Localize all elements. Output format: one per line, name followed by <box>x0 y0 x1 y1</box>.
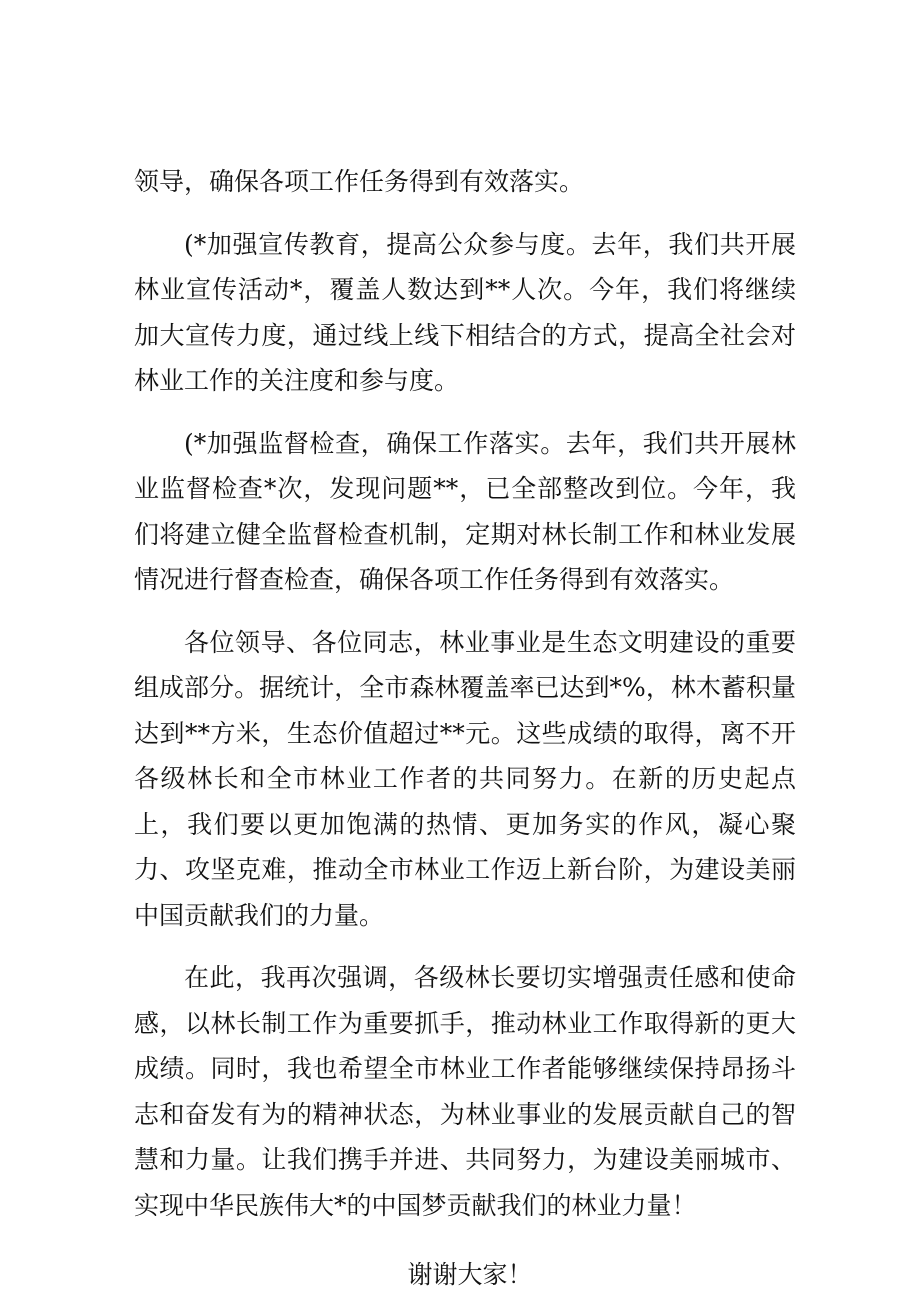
paragraph-appeal: 在此，我再次强调，各级林长要切实增强责任感和使命感，以林长制工作为重要抓手，推动林业工作取得新的更大成绩。同时，我也希望全市林业工作者能够继续保持昂扬斗志和奋发有为的精神状态，为林业事业的发展贡献自己的智慧和力量。让我们携手并进、共同努力，为建设美丽城市、实现中华民族伟大*的中国梦贡献我们的林业力量！ <box>134 963 796 1220</box>
paragraph-achievements: 各位领导、各位同志，林业事业是生态文明建设的重要组成部分。据统计，全市森林覆盖率已达到*%，林木蓄积量达到**方米，生态价值超过**元。这些成绩的取得，离不开各级林长和全市林业工作者的共同努力。在新的历史起点上，我们要以更加饱满的热情、更加务实的作风，凝心聚力、攻坚克难，推动全市林业工作迈上新台阶，为建设美丽中国贡献我们的力量。 <box>134 627 796 930</box>
paragraph-publicity-education: (*加强宣传教育，提高公众参与度。去年，我们共开展林业宣传活动*，覆盖人数达到**人次。今年，我们将继续加大宣传力度，通过线上线下相结合的方式，提高全社会对林业工作的关注度和参与度。 <box>134 229 796 395</box>
paragraph-supervision-inspection: (*加强监督检查，确保工作落实。去年，我们共开展林业监督检查*次，发现问题**，已全部整改到位。今年，我们将建立健全监督检查机制，定期对林长制工作和林业发展情况进行督查检查，确保各项工作任务得到有效落实。 <box>134 428 796 594</box>
closing-line: 谢谢大家！ <box>407 1260 533 1289</box>
document-body <box>134 159 796 1298</box>
paragraph-continuation: 领导，确保各项工作任务得到有效落实。 <box>134 167 585 196</box>
